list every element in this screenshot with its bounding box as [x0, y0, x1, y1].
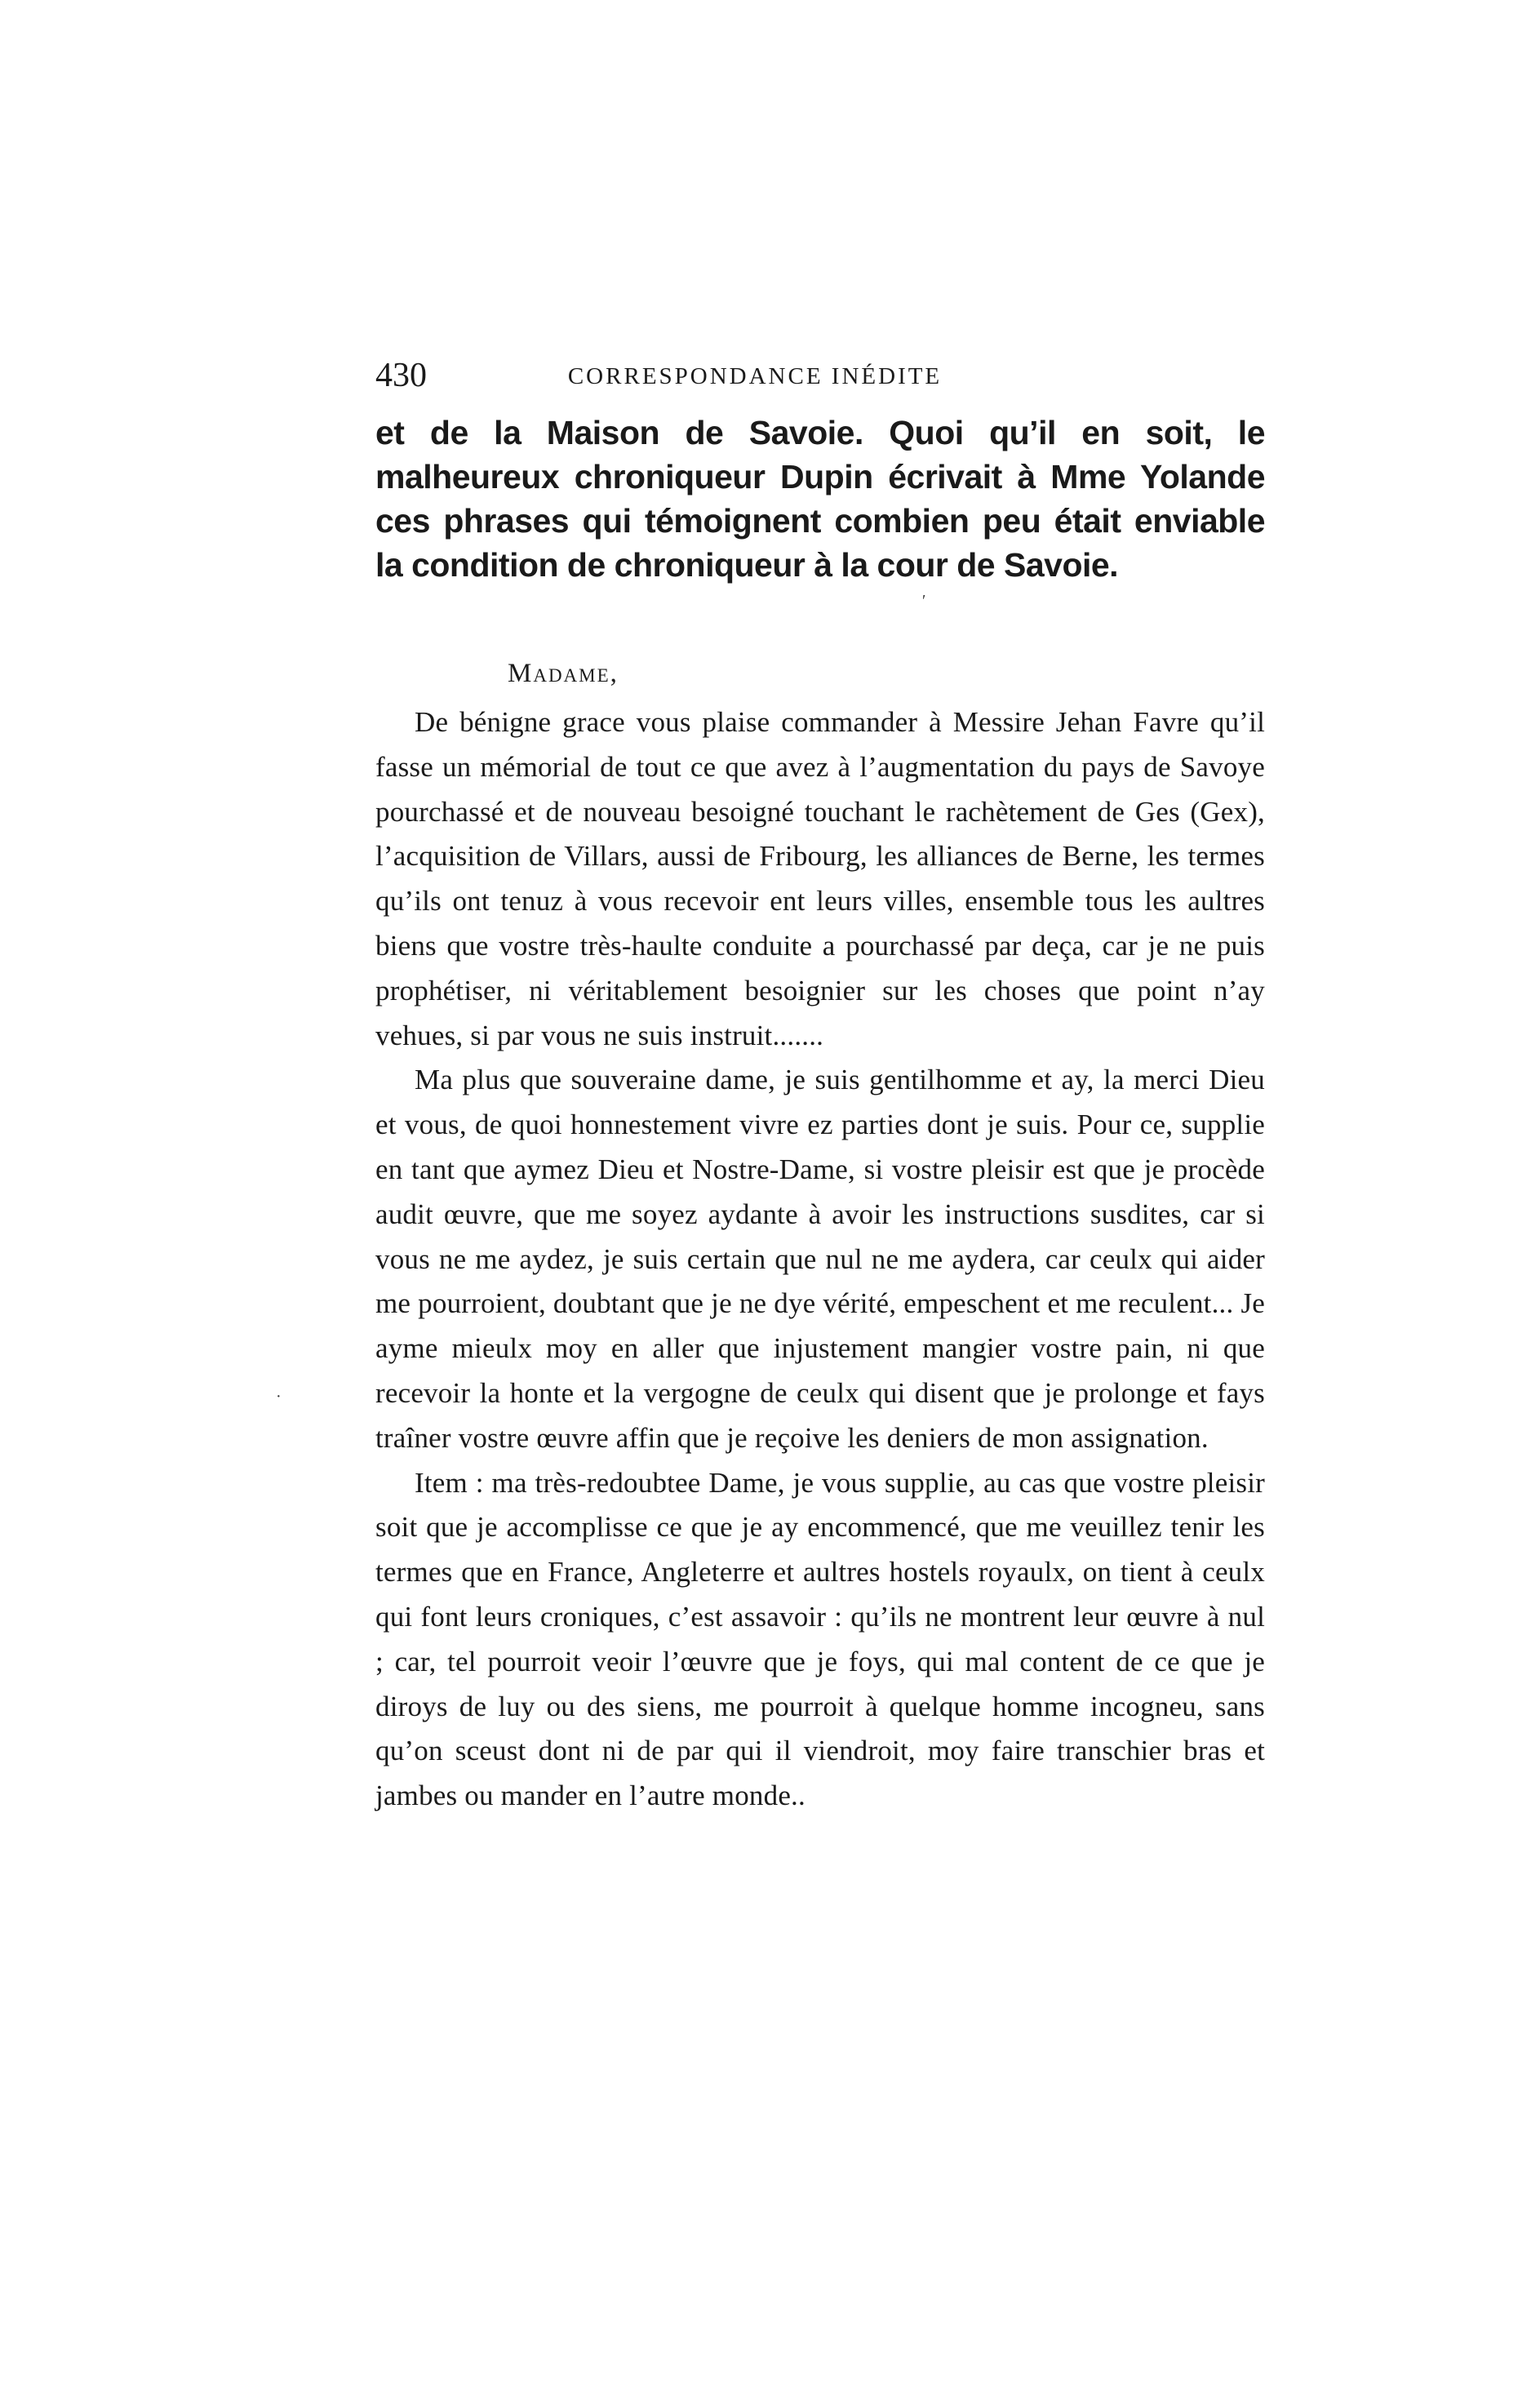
intro-paragraph	[375, 411, 1265, 587]
letter-paragraph: Item : ma très-redoubtee Dame, je vous supplie, au cas que vostre pleisir soit que je accomplisse ce que je ay encommencé, que me veuillez tenir les termes que en France, Angleterre et aultres hostels royaulx, on tient à ceulx qui font leurs croniques, c’est assavoir : qu’ils ne montrent leur œuvre à nul ; car, tel pourroit veoir l’œuvre que je foys, qui mal content de ce que je diroys de luy ou des siens, me pourroit à quelque homme incogneu, sans qu’on sceust dont ni de par qui il viendroit, moy faire transchier bras et jambes ou mander en l’autre monde..	[375, 1466, 1265, 1812]
stray-ink-mark: ·	[276, 1388, 282, 1406]
stray-ink-mark: ′	[922, 592, 926, 610]
intro-text: et de la Maison de Savoie. Quoi qu’il en soit, le malheureux chroniqueur Dupin écrivait à Mme Yolande ces phrases qui témoignent combien peu était enviable la condition de chroniqueur à la cour de Savoie.	[375, 414, 1265, 584]
letter-paragraph: De bénigne grace vous plaise commander à Messire Jehan Favre qu’il fasse un mémorial de tout ce que avez à l’augmentation du pays de Savoye pourchassé et de nouveau besoigné touchant le rachètement de Ges (Gex), l’acquisition de Villars, aussi de Fribourg, les alliances de Berne, les termes qu’ils ont tenuz à vous recevoir ent leurs villes, ensemble tous les aultres biens que vostre très-haulte conduite a pourchassé par deça, car je ne puis prophétiser, ni véritablement besoignier sur les choses que point n’ay vehues, si par vous ne suis instruit.......	[375, 706, 1265, 1051]
letter-paragraph: Ma plus que souveraine dame, je suis gentilhomme et ay, la merci Dieu et vous, de quoi honnestement vivre ez parties dont je suis. Pour ce, supplie en tant que aymez Dieu et Nostre-Dame, si vostre pleisir est que je procède audit œuvre, que me soyez aydante à avoir les instructions susdites, car si vous ne me aydez, je suis certain que nul ne me aydera, car ceulx qui aider me pourroient, doubtant que je ne dye vérité, empeschent et me reculent... Je ayme mieulx moy en aller que injustement mangier vostre pain, ni que recevoir la honte et la vergogne de ceulx qui disent que je prolonge et fays traîner vostre œuvre affin que je reçoive les deniers de mon assignation.	[375, 1064, 1265, 1454]
running-title: CORRESPONDANCE INÉDITE	[567, 363, 943, 389]
letter-salutation: Madame,	[508, 659, 619, 688]
page-number: 430	[375, 357, 427, 394]
running-head	[375, 351, 1045, 400]
letter-body	[375, 700, 1265, 1819]
